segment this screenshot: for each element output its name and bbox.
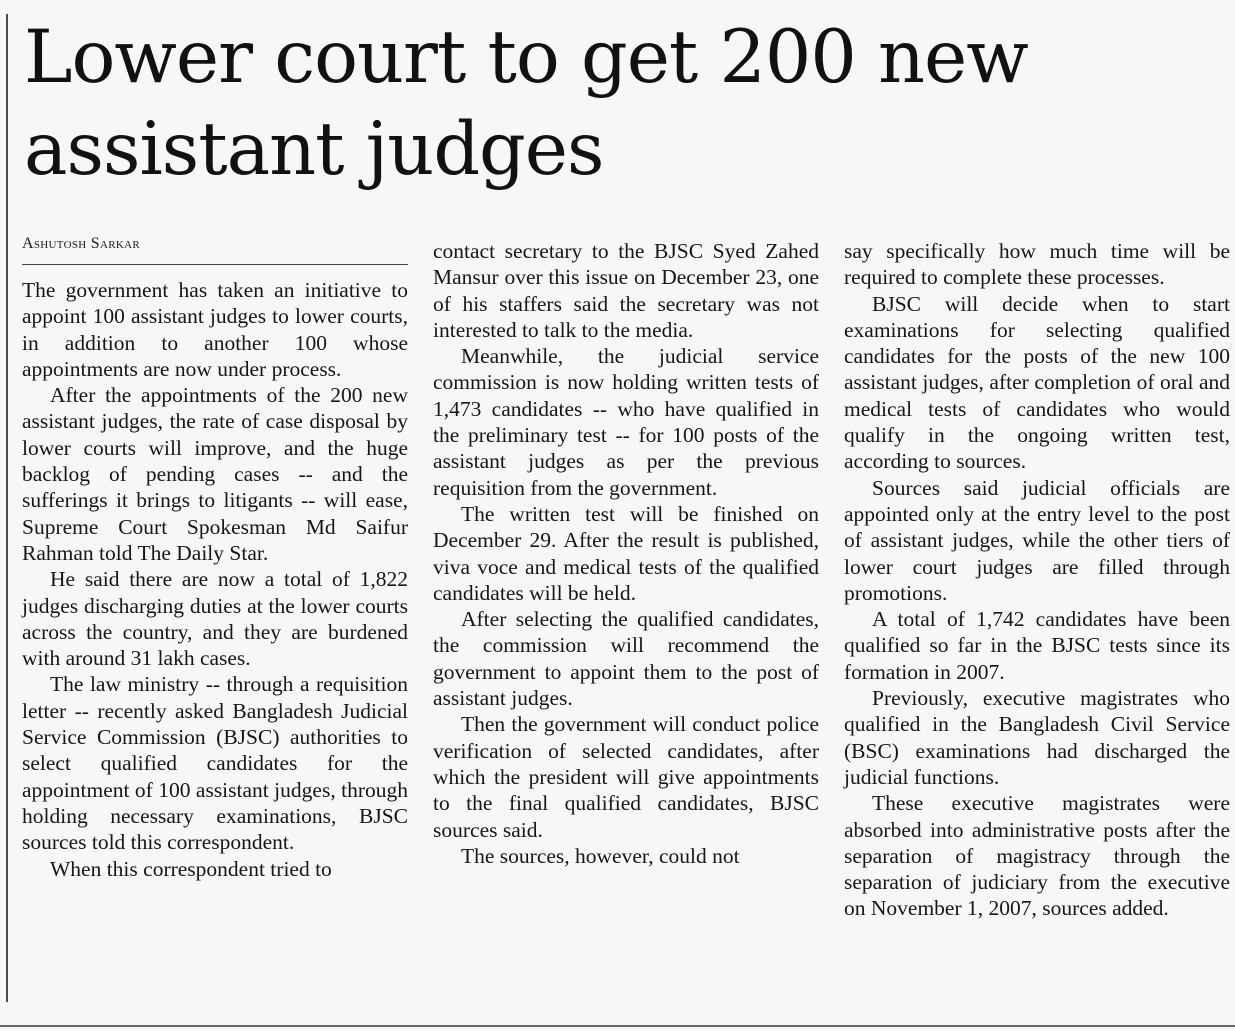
paragraph: When this correspondent tried to (50, 856, 332, 881)
paragraph: Sources said judicial officials are appointed only at the entry level to the post of assistant judges, while the other tiers of lower court judges are filled through promotions. (844, 475, 1230, 605)
paragraph: BJSC will decide when to start examinations for selecting qualified candidates for the posts of the new 100 assistant judges, after completion of oral and medical tests of candidates who would qualify in the ongoing written test, according to sources. (844, 291, 1230, 474)
headline: Lower court to get 200 new assistant judges (24, 15, 1028, 192)
paragraph: The law ministry -- through a requisition letter -- recently asked Bangladesh Judicial Service Commission (BJSC) authorities to select qualified candidates for the appointment of 100 assistant judges, through holding necessary examinations, BJSC sources told this correspondent. (22, 672, 408, 855)
paragraph: Previously, executive magistrates who qualified in the Bangladesh Civil Service (BSC) examinations had discharged the judicial functions. (844, 686, 1230, 789)
paragraph: The government has taken an initiative to appoint 100 assistant judges to lower courts, in addition to another 100 whose appointments are now under process. (22, 278, 408, 381)
paragraph: After selecting the qualified candidates, the commission will recommend the government to appoint them to the post of assistant judges. (433, 607, 819, 711)
paragraph: He said there are now a total of 1,822 judges discharging duties at the lower courts across the country, and they are burdened with around 31 lakh cases. (22, 567, 408, 671)
paragraph: These executive magistrates were absorbed into administrative posts after the separation of magistracy through the separation of judiciary from the executive on November 1, 2007, sources added. (844, 791, 1230, 921)
paragraph: Then the government will conduct police verification of selected candidates, after which the president will give appointments to the final qualified candidates, BJSC sources said. (433, 712, 819, 842)
byline-divider (22, 264, 408, 265)
paragraph: After the appointments of the 200 new assistant judges, the rate of case disposal by lower courts will improve, and the huge backlog of pending cases -- and the sufferings it brings to litigants -- will ease, Supreme Court Spokesman Md Saifur Rahman told The Daily Star. (22, 383, 408, 565)
column-rule-left (6, 14, 8, 1002)
paragraph: say specifically how much time will be required to complete these processes. (844, 239, 1230, 290)
paragraph: Meanwhile, the judicial service commission is now holding written tests of 1,473 candidates -- who have qualified in the preliminary test -- for 100 posts of the assistant judges as per the previous requisition from the government. (433, 344, 819, 500)
article-column-3 (844, 238, 1230, 922)
byline: Ashutosh Sarkar (22, 235, 140, 252)
article-column-1 (22, 277, 408, 882)
page-bottom-rule (0, 1025, 1235, 1027)
article-column-2 (433, 238, 819, 869)
paragraph: The sources, however, could not (461, 843, 740, 868)
paragraph: A total of 1,742 candidates have been qualified so far in the BJSC tests since its formation in 2007. (844, 607, 1230, 684)
paragraph: contact secretary to the BJSC Syed Zahed Mansur over this issue on December 23, one of his staffers said the secretary was not interested to talk to the media. (433, 239, 819, 342)
paragraph: The written test will be finished on December 29. After the result is published, viva voce and medical tests of the qualified candidates will be held. (433, 501, 819, 605)
